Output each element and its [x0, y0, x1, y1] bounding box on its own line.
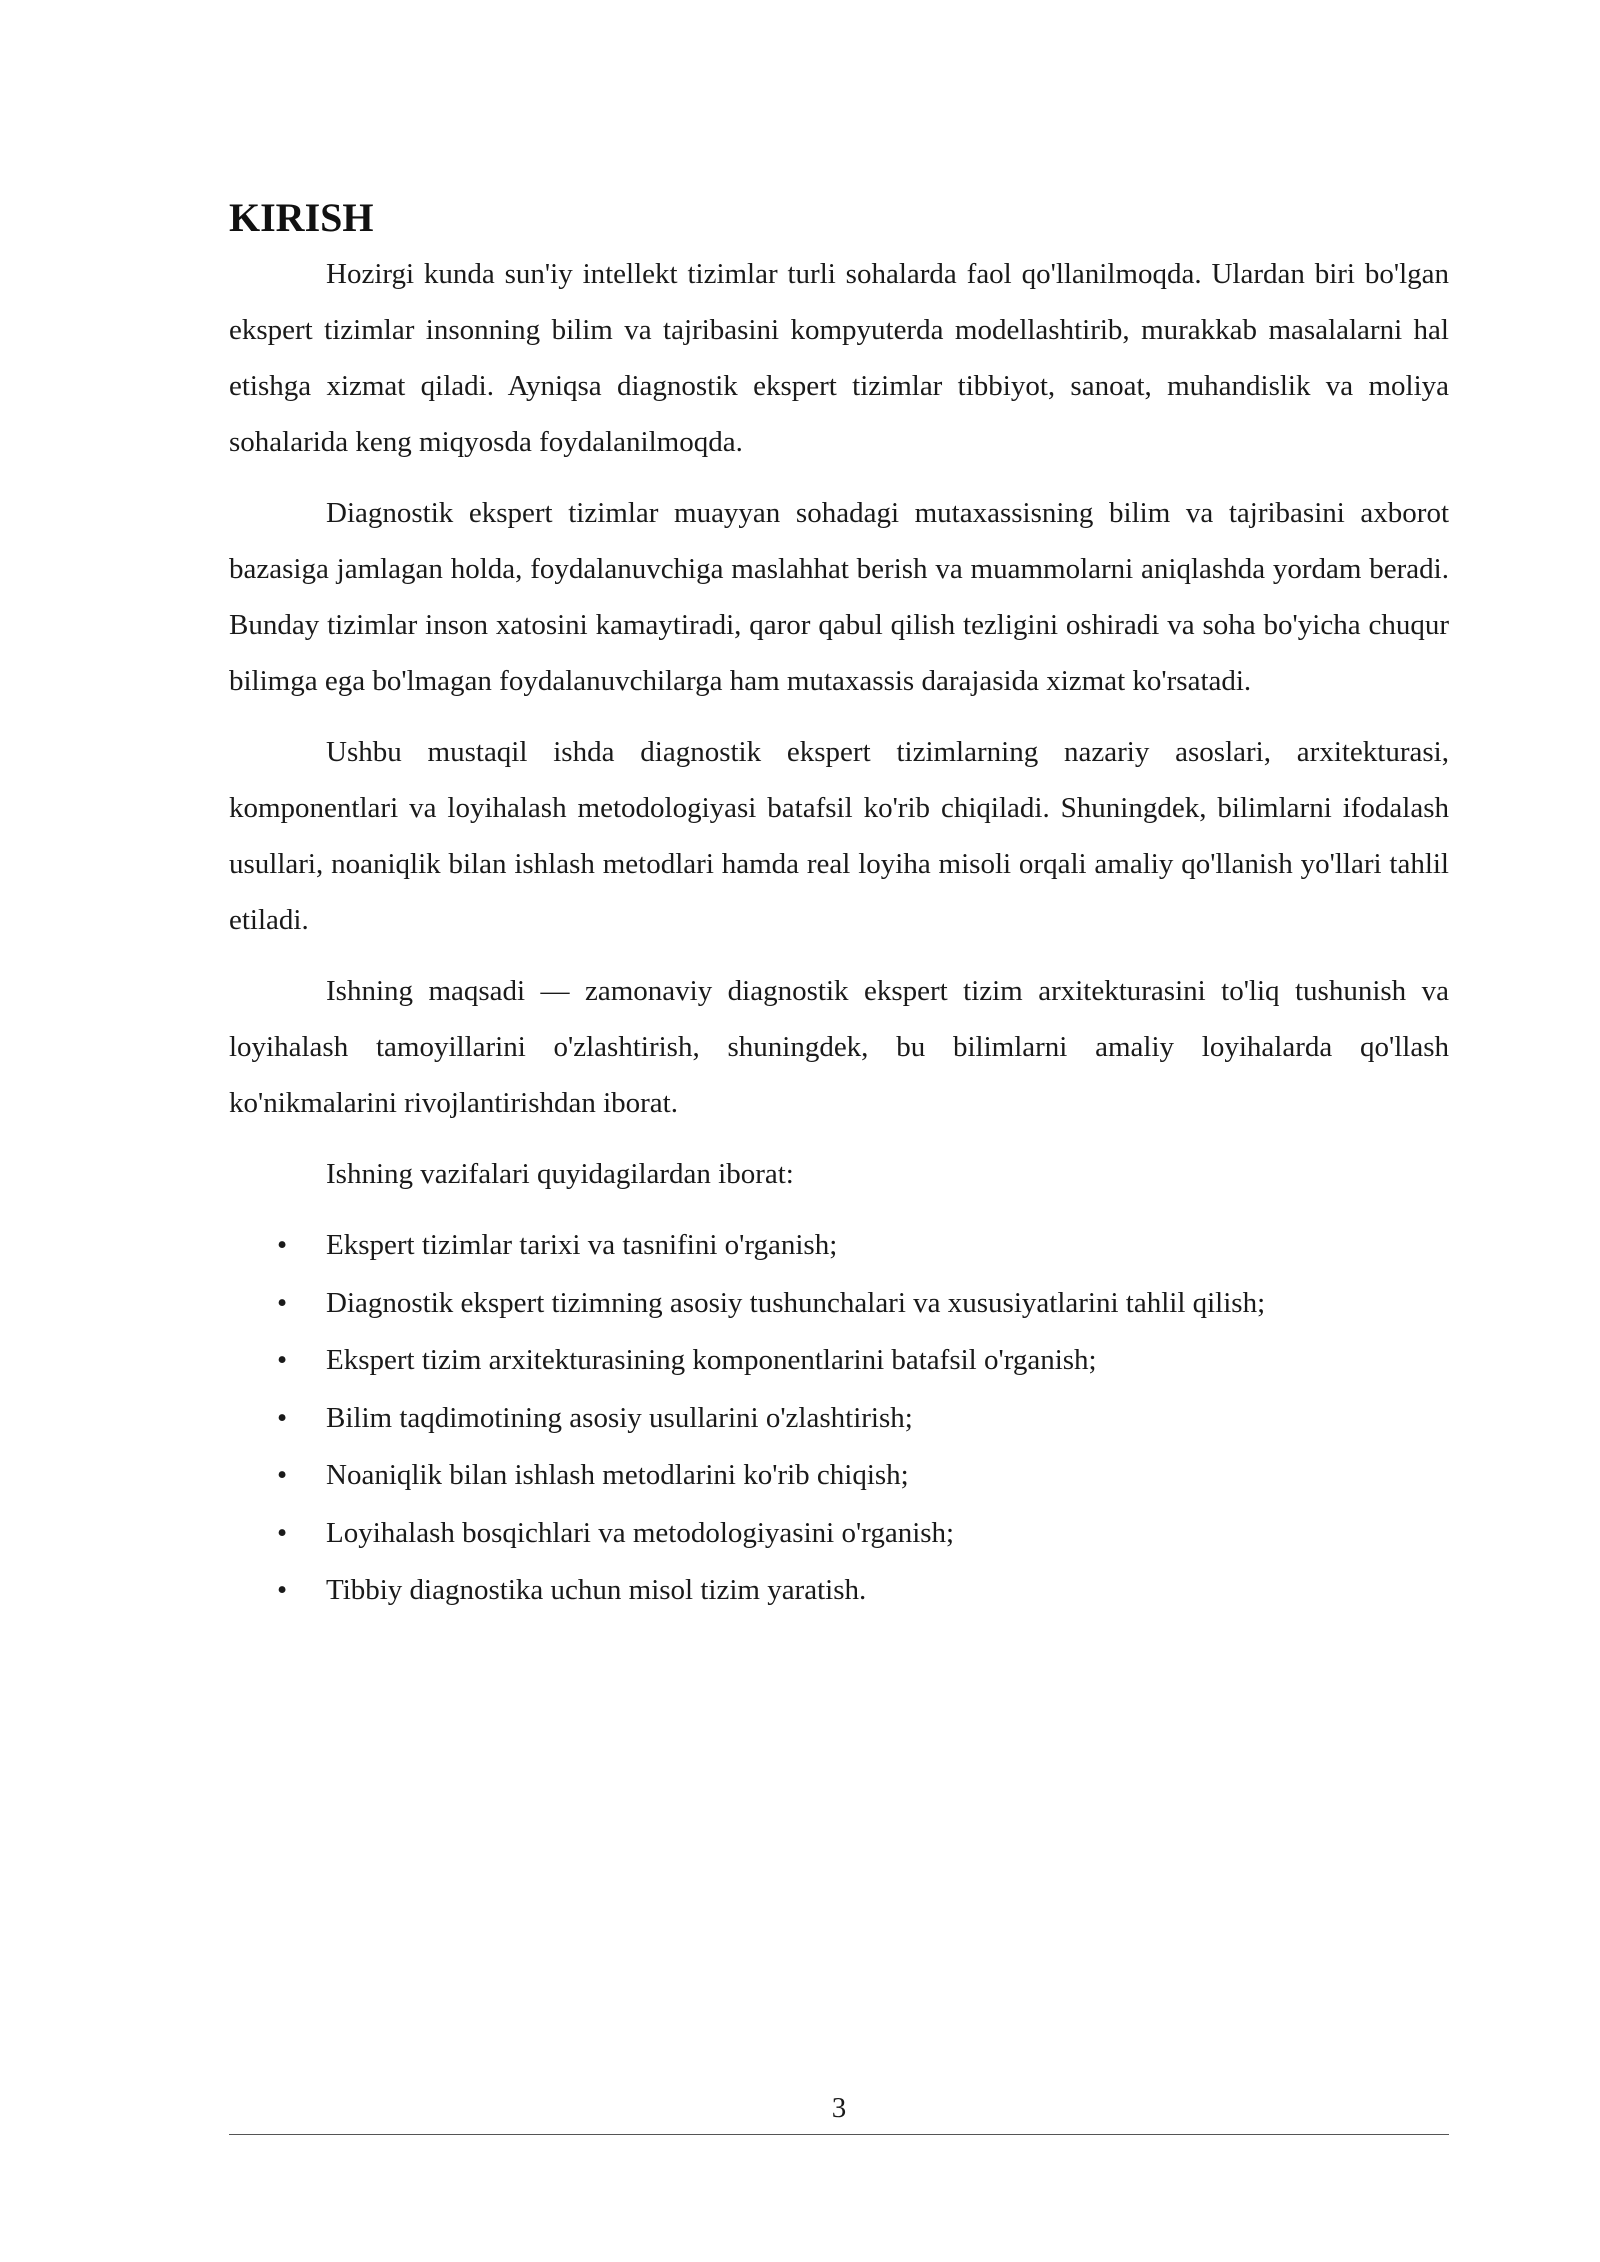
- paragraph: Hozirgi kunda sun'iy intellekt tizimlar turli sohalarda faol qo'llanilmoqda. Ulardan biri bo'lgan ekspert tizimlar insonning bilim va tajribasini kompyuterda modellashtirib, murakkab masalalarni hal etishga xizmat qiladi. Ayniqsa diagnostik ekspert tizimlar tibbiyot, sanoat, muhandislik va moliya sohalarida keng miqyosda foydalanilmoqda.: [229, 258, 1449, 458]
- list-item-text: Loyihalash bosqichlari va metodologiyasini o'rganish;: [326, 1516, 955, 1549]
- list-item-text: Noaniqlik bilan ishlash metodlarini ko'rib chiqish;: [326, 1459, 909, 1491]
- bullet-icon: •: [277, 1574, 288, 1606]
- page-number: 3: [831, 2092, 847, 2124]
- paragraph: Diagnostik ekspert tizimlar muayyan sohadagi mutaxassisning bilim va tajribasini axborot bazasiga jamlagan holda, foydalanuvchiga maslahhat berish va muammolarni aniqlashda yordam beradi. Bunday tizimlar inson xatosini kamaytiradi, qaror qabul qilish tezligini oshiradi va soha bo'yicha chuqur bilimga ega bo'lmagan foydalanuvchilarga ham mutaxassis darajasida xizmat ko'rsatadi.: [229, 497, 1449, 697]
- list-item-text: Ekspert tizimlar tarixi va tasnifini o'rganish;: [326, 1229, 838, 1261]
- list-item-text: Diagnostik ekspert tizimning asosiy tushunchalari va xususiyatlarini tahlil qilish;: [326, 1286, 1266, 1319]
- footer-divider: [229, 2134, 1449, 2135]
- list-item-text: Bilim taqdimotining asosiy usullarini o'zlashtirish;: [326, 1401, 913, 1434]
- page-footer: [229, 2088, 1449, 2135]
- bullet-icon: •: [277, 1286, 288, 1319]
- list-item: [229, 1447, 1449, 1505]
- tasks-list: [229, 1217, 1449, 1620]
- bullet-icon: •: [277, 1401, 288, 1434]
- bullet-icon: •: [277, 1344, 288, 1376]
- list-item-text: Tibbiy diagnostika uchun misol tizim yaratish.: [326, 1574, 867, 1606]
- list-item: [229, 1562, 1449, 1620]
- list-item: [229, 1332, 1449, 1390]
- bullet-icon: •: [277, 1516, 288, 1549]
- list-item: [229, 1390, 1449, 1448]
- paragraph: Ushbu mustaqil ishda diagnostik ekspert tizimlarning nazariy asoslari, arxitekturasi, komponentlari va loyihalash metodologiyasi batafsil ko'rib chiqiladi. Shuningdek, bilimlarni ifodalash usullari, noaniqlik bilan ishlash metodlari hamda real loyiha misoli orqali amaliy qo'llanish yo'llari tahlil etiladi.: [229, 736, 1449, 936]
- list-item: [229, 1217, 1449, 1275]
- paragraph: Ishning maqsadi — zamonaviy diagnostik ekspert tizim arxitekturasini to'liq tushunish va loyihalash tamoyillarini o'zlashtirish, shuningdek, bu bilimlarni amaliy loyihalarda qo'llash ko'nikmalarini rivojlantirishdan iborat.: [229, 975, 1449, 1119]
- list-item-text: Ekspert tizim arxitekturasining komponentlarini batafsil o'rganish;: [326, 1344, 1097, 1376]
- section-heading: KIRISH: [229, 195, 374, 240]
- tasks-intro: Ishning vazifalari quyidagilardan iborat:: [326, 1158, 794, 1190]
- bullet-icon: •: [277, 1459, 288, 1491]
- list-item: [229, 1275, 1449, 1333]
- page-content: [229, 190, 1449, 1620]
- list-item: [229, 1505, 1449, 1563]
- bullet-icon: •: [277, 1229, 288, 1261]
